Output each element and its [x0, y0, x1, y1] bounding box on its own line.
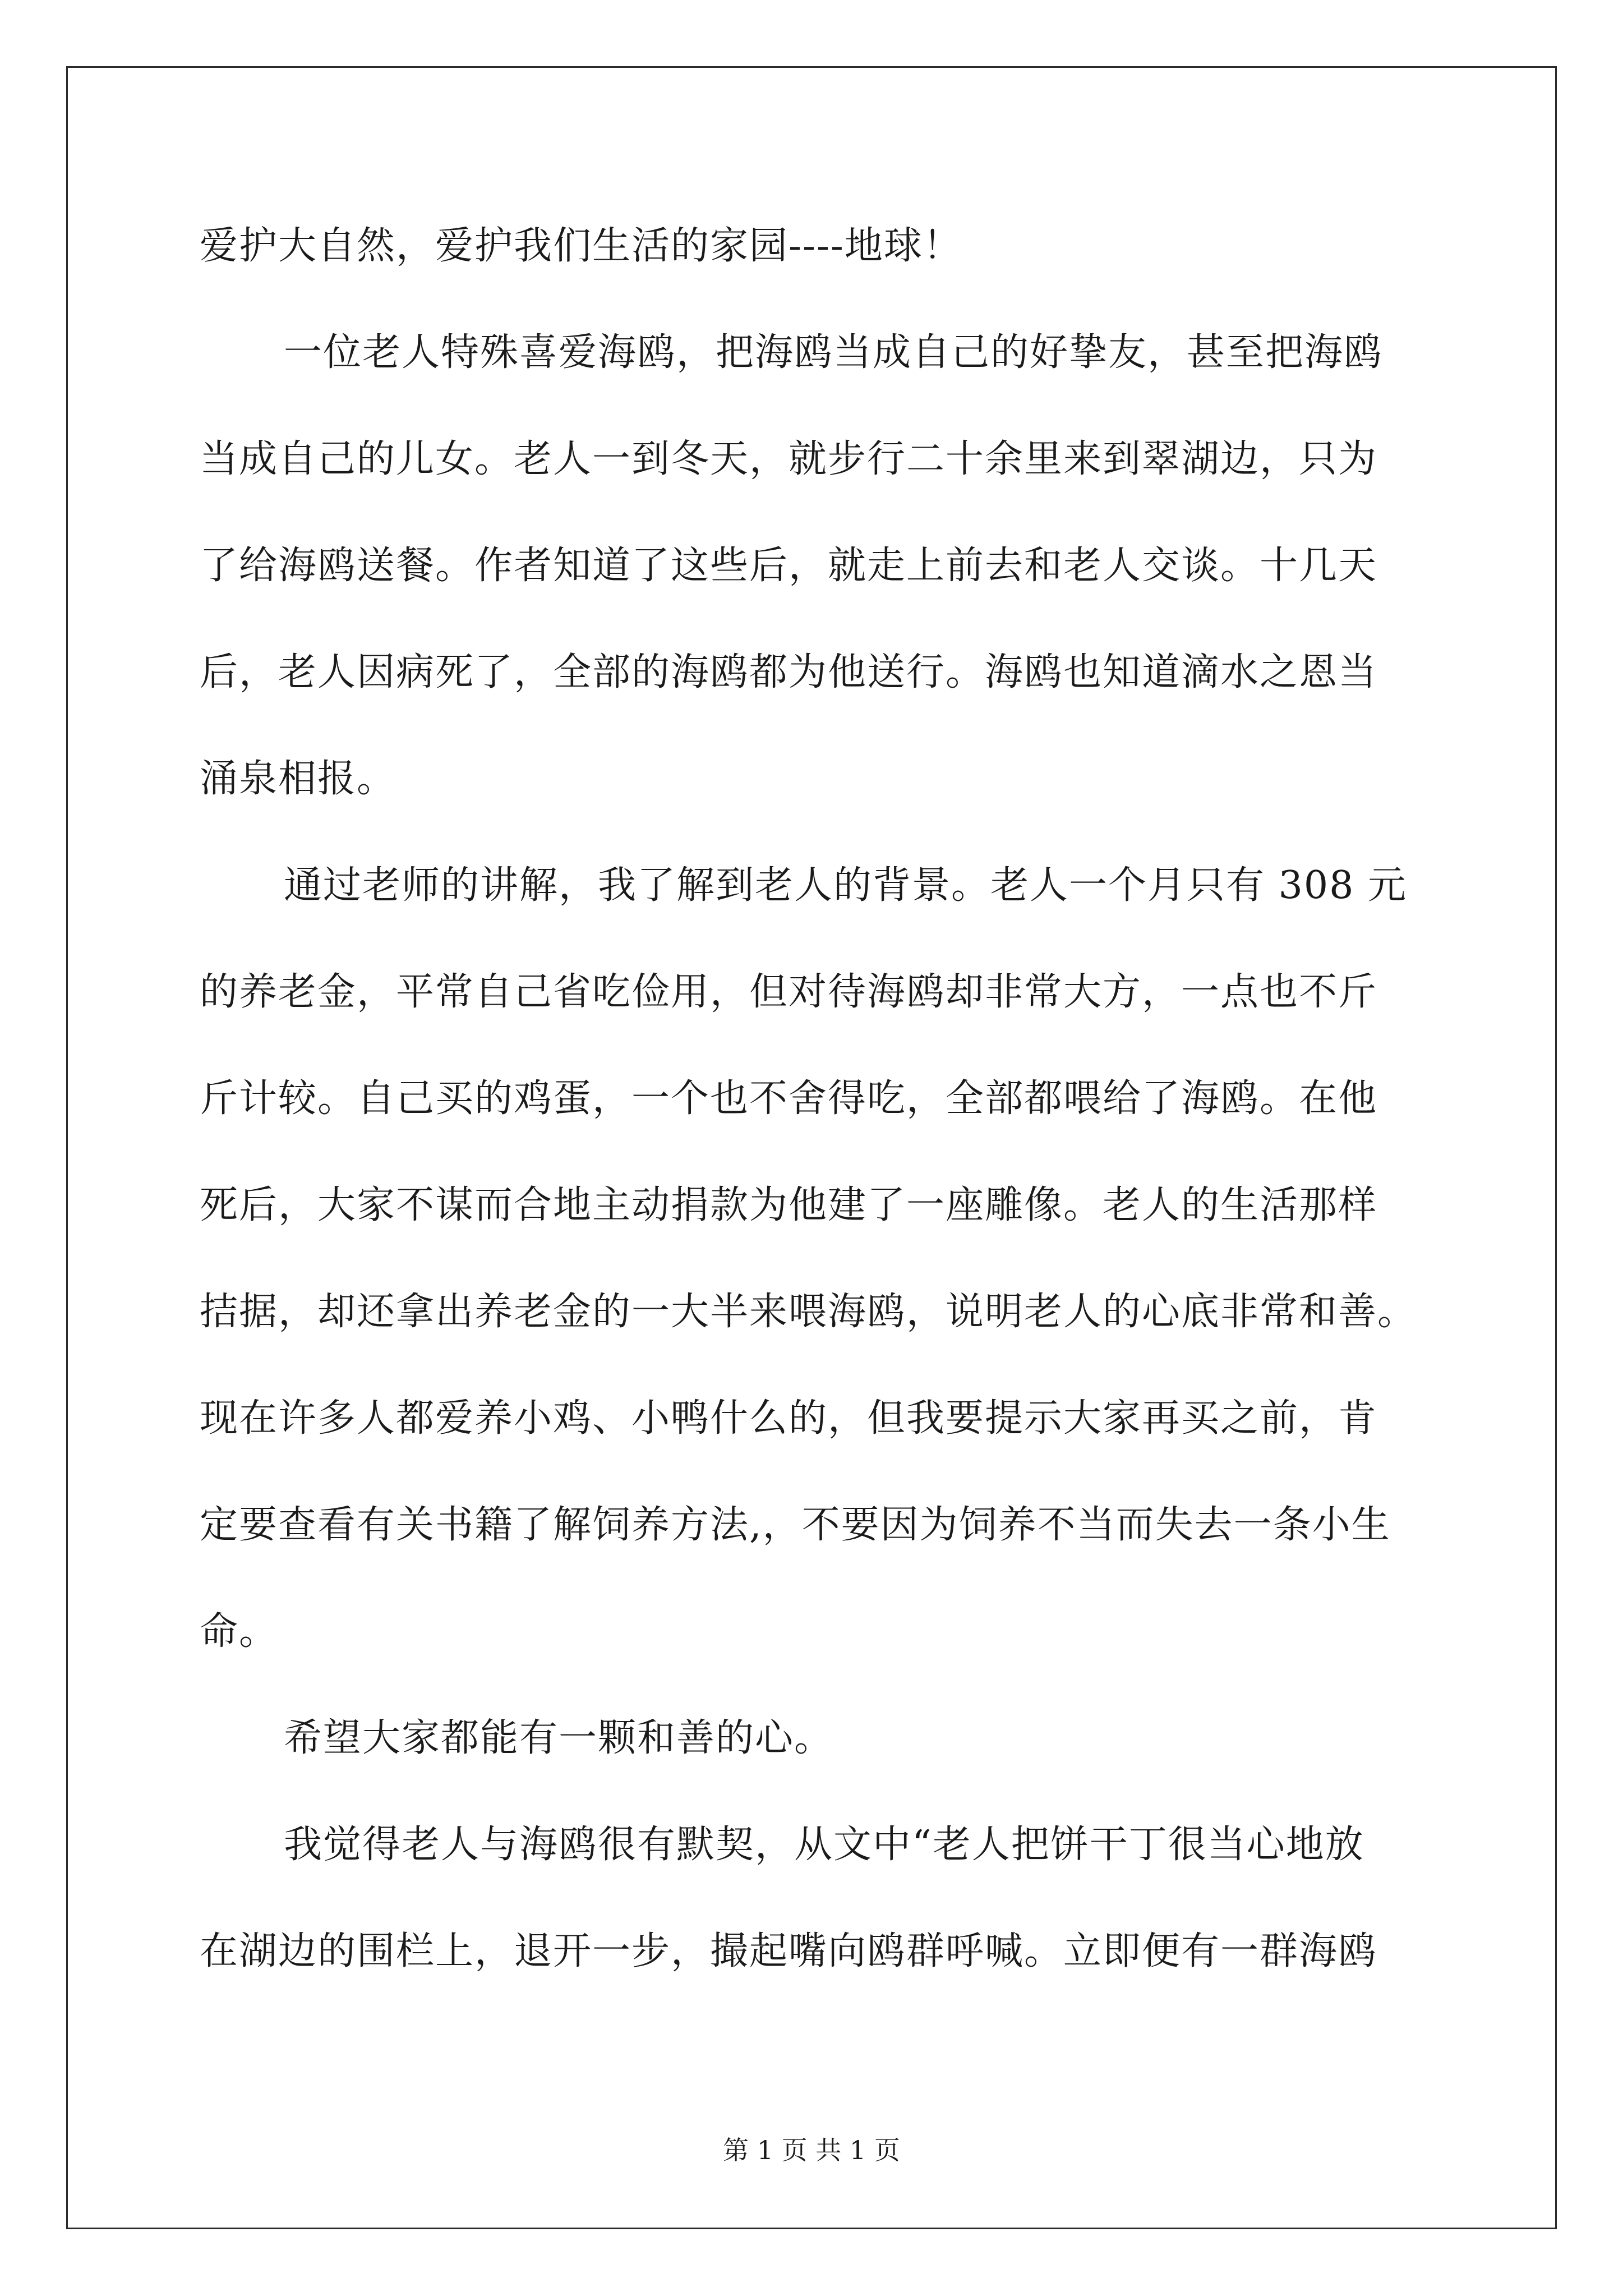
- text-line: 拮据，却还拿出养老金的一大半来喂海鸥，说明老人的心底非常和善。: [200, 1290, 1417, 1334]
- text-line: 后，老人因病死了，全部的海鸥都为他送行。海鸥也知道滴水之恩当: [200, 650, 1378, 694]
- text-line: 了给海鸥送餐。作者知道了这些后，就走上前去和老人交谈。十几天: [200, 544, 1378, 588]
- text-line: 通过老师的讲解，我了解到老人的背景。老人一个月只有 308 元: [284, 863, 1408, 908]
- text-line: 希望大家都能有一颗和善的心。: [284, 1716, 834, 1760]
- text-line: 定要查看有关书籍了解饲养方法,，不要因为饲养不当而失去一条小生: [200, 1503, 1391, 1547]
- text-line: 命。: [200, 1609, 279, 1654]
- text-line: 涌泉相报。: [200, 757, 396, 801]
- text-line: 在湖边的围栏上，退开一步，撮起嘴向鸥群呼喊。立即便有一群海鸥: [200, 1929, 1378, 1973]
- text-line: 现在许多人都爱养小鸡、小鸭什么的，但我要提示大家再买之前，肯: [200, 1396, 1378, 1441]
- text-line: 死后，大家不谋而合地主动捐款为他建了一座雕像。老人的生活那样: [200, 1183, 1378, 1227]
- text-line: 的养老金，平常自己省吃俭用，但对待海鸥却非常大方，一点也不斤: [200, 970, 1378, 1014]
- page-border: [66, 66, 1557, 2229]
- text-line: 爱护大自然，爱护我们生活的家园----地球！: [200, 224, 962, 268]
- text-line: 当成自己的儿女。老人一到冬天，就步行二十余里来到翠湖边，只为: [200, 437, 1378, 481]
- text-line: 一位老人特殊喜爱海鸥，把海鸥当成自己的好挚友，甚至把海鸥: [284, 330, 1384, 375]
- text-line: 斤计较。自己买的鸡蛋，一个也不舍得吃，全部都喂给了海鸥。在他: [200, 1076, 1378, 1121]
- text-line: 我觉得老人与海鸥很有默契，从文中“老人把饼干丁很当心地放: [284, 1823, 1364, 1867]
- page-footer: 第 1 页 共 1 页: [723, 2135, 900, 2165]
